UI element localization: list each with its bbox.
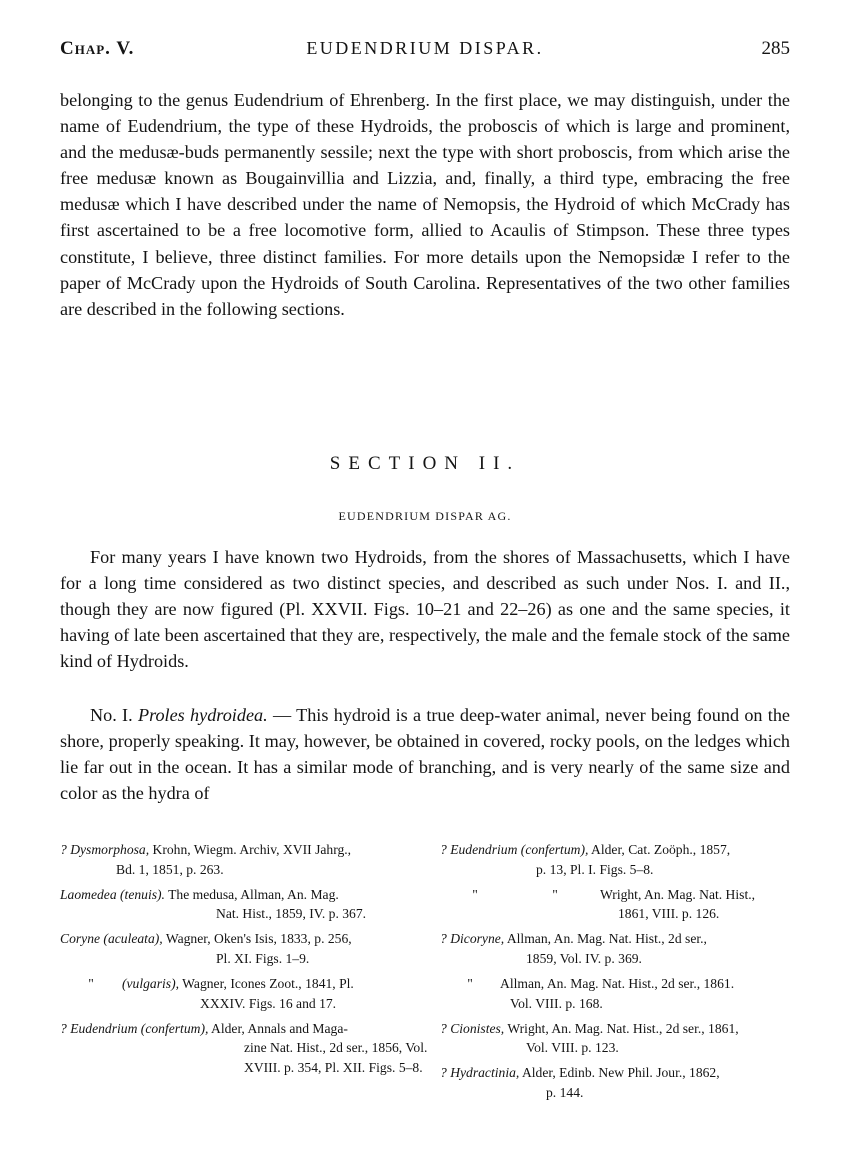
reference-entry — [60, 929, 430, 968]
body-paragraph-1: belonging to the genus Eudendrium of Ehrenberg. In the first place, we may distinguish, under the name of Eudendrium, the type of these Hydroids, the proboscis of which is large and prominent, and the medusæ-buds permanently sessile; next the type with short proboscis, from which arise the free medusæ known as Bougainvillia and Lizzia, and, finally, a third type, embracing the free medusæ which I have described under the name of Nemopsis, the Hydroid of which McCrady has first ascertained to be a free locomotive form, allied to Acaulis of Stimpson. These three types constitute, I believe, three distinct families. For more details upon the Nemopsidæ I refer to the paper of McCrady upon the Hydroids of South Carolina. Representatives of the two other families are described in the following sections. — [60, 90, 790, 319]
reference-entry — [440, 885, 792, 924]
reference-entry — [440, 929, 792, 968]
reference-entry — [440, 1019, 792, 1058]
reference-citation: Allman, An. Mag. Nat. Hist., 2d ser., 1861. — [500, 976, 735, 992]
reference-taxon: ? Dicoryne, — [440, 931, 505, 947]
reference-continuation: Bd. 1, 1851, p. 263. — [116, 861, 224, 877]
reference-continuation: zine Nat. Hist., 2d ser., 1856, Vol. XVIII. p. 354, Pl. XII. Figs. 5–8. — [244, 1040, 428, 1075]
reference-citation: Wright, An. Mag. Nat. Hist., — [600, 886, 756, 902]
reference-taxon: ? Dysmorphosa, — [60, 842, 150, 857]
reference-citation: Alder, Edinb. New Phil. Jour., 1862, — [519, 1065, 720, 1081]
reference-citation: Alder, Annals and Maga- — [208, 1020, 348, 1036]
reference-taxon: ? Eudendrium (confertum), — [60, 1020, 209, 1036]
reference-taxon: ? Cionistes, — [440, 1020, 505, 1036]
ditto-mark: " — [88, 976, 94, 992]
taxon-name: Proles hydroidea. — [137, 705, 268, 725]
reference-entry — [440, 974, 792, 1013]
synonymy-column-left — [60, 840, 430, 1083]
reference-entry — [60, 885, 430, 924]
reference-continuation: p. 13, Pl. I. Figs. 5–8. — [536, 861, 654, 877]
reference-continuation: p. 144. — [546, 1085, 584, 1101]
reference-taxon: ? Hydractinia, — [440, 1065, 520, 1081]
section-title: SECTION II. — [329, 453, 521, 474]
reference-taxon: (vulgaris), — [122, 976, 180, 992]
reference-continuation: Vol. VIII. p. 168. — [510, 995, 603, 1011]
reference-continuation: XXXIV. Figs. 16 and 17. — [200, 995, 337, 1011]
reference-citation: Krohn, Wiegm. Archiv, XVII Jahrg., — [149, 842, 352, 857]
synonymy-column-right — [440, 840, 792, 1108]
reference-citation: Alder, Cat. Zoöph., 1857, — [588, 842, 731, 857]
paragraph-number: No. I. — [90, 705, 133, 725]
ditto-mark: " — [472, 886, 478, 902]
body-paragraph-3 — [60, 702, 790, 806]
reference-citation: Allman, An. Mag. Nat. Hist., 2d ser., — [504, 931, 707, 947]
reference-entry — [60, 840, 430, 879]
reference-entry — [60, 1019, 430, 1078]
running-title: EUDENDRIUM DISPAR. — [306, 38, 544, 58]
running-header — [60, 38, 790, 66]
reference-continuation: Pl. XI. Figs. 1–9. — [216, 950, 310, 966]
reference-taxon: Coryne (aculeata), — [60, 931, 163, 947]
em-dash: — — [267, 705, 297, 725]
reference-citation: Wright, An. Mag. Nat. Hist., 2d ser., 1861, — [504, 1020, 739, 1036]
reference-citation: Wagner, Oken's Isis, 1833, p. 256, — [162, 931, 352, 947]
reference-citation: Wagner, Icones Zoot., 1841, Pl. — [179, 976, 354, 992]
reference-taxon: ? Eudendrium (confertum), — [440, 842, 589, 857]
ditto-mark: " — [467, 976, 473, 992]
paragraph-text: This hydroid is a true deep-water animal, never being found on the shore, properly speaking. It may, however, be obtained in covered, rocky pools, on the ledges which lie far out in the ocean. It has a similar mode of branching, and is very nearly of the same size and color as the hydra of — [60, 705, 791, 804]
reference-citation: The medusa, Allman, An. Mag. — [164, 886, 339, 902]
ditto-mark: " — [552, 886, 558, 902]
reference-continuation: Nat. Hist., 1859, IV. p. 367. — [216, 906, 367, 922]
reference-entry — [60, 974, 430, 1013]
reference-continuation: 1861, VIII. p. 126. — [618, 906, 720, 922]
page-number: 285 — [761, 38, 790, 59]
reference-continuation: 1859, Vol. IV. p. 369. — [526, 950, 642, 966]
reference-continuation: Vol. VIII. p. 123. — [526, 1040, 619, 1056]
chapter-label: Chap. V. — [60, 38, 135, 59]
reference-entry — [440, 840, 792, 879]
reference-entry — [440, 1063, 792, 1102]
body-paragraph-2: For many years I have known two Hydroids, from the shores of Massachusetts, which I have for a long time considered as two distinct species, and described as such under Nos. I. and II., though they are now figured (Pl. XXVII. Figs. 10–21 and 22–26) as one and the same species, it having of late been ascertained that they are, respectively, the male and the female stock of the same kind of Hydroids. — [60, 547, 790, 672]
section-subtitle: EUDENDRIUM DISPAR AG. — [338, 509, 512, 523]
reference-taxon: Laomedea (tenuis). — [60, 886, 165, 902]
